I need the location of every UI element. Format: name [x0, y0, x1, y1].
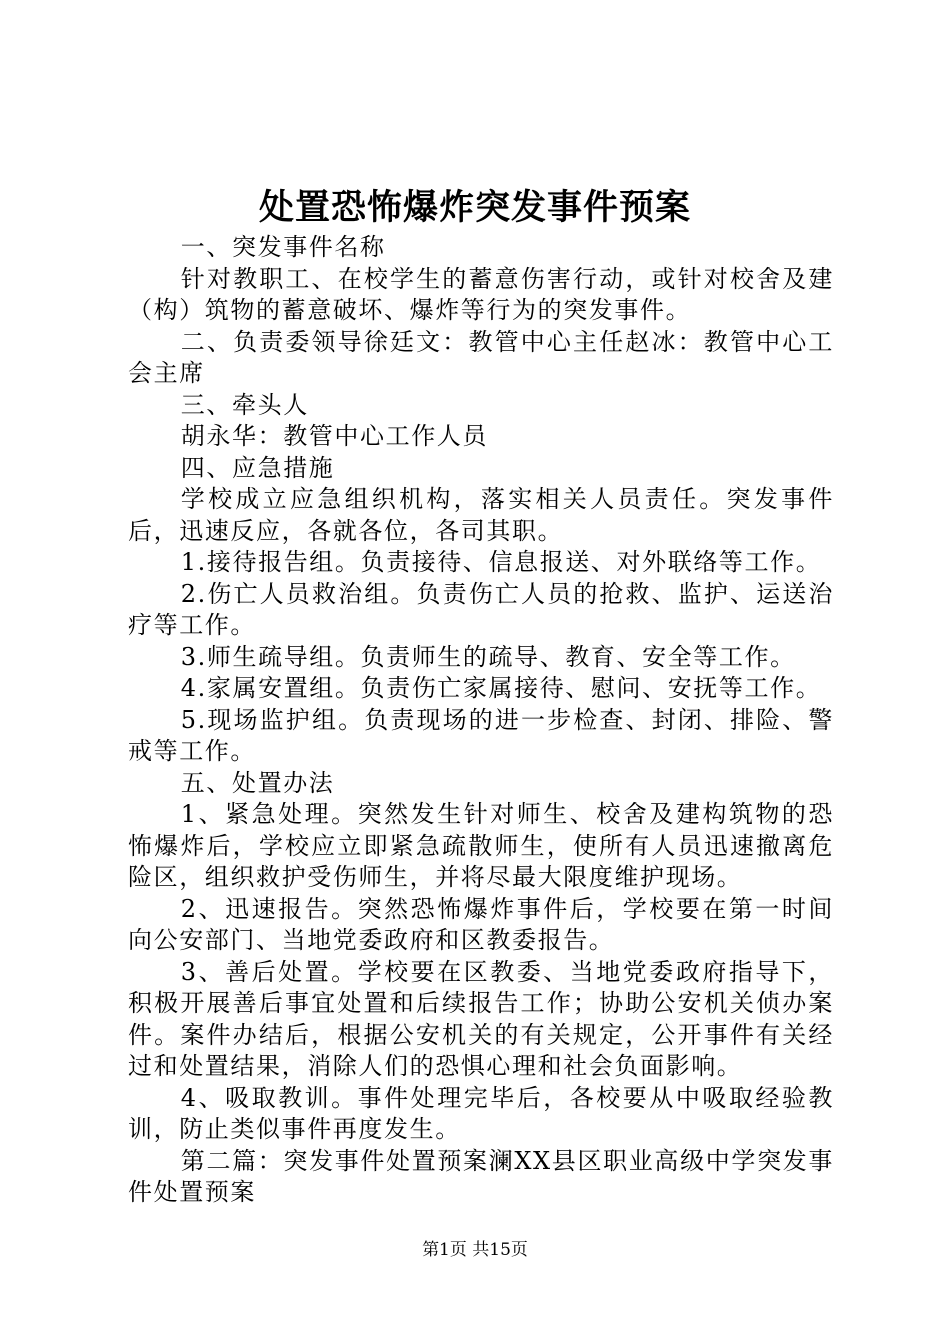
paragraph-event-description: 针对教职工、在校学生的蓄意伤害行动，或针对校舍及建（构）筑物的蓄意破坏、爆炸等行为的突发事件。 — [128, 264, 834, 324]
heading-section-4: 四、应急措施 — [180, 453, 335, 482]
paragraph-quick-report: 2、迅速报告。突然恐怖爆炸事件后，学校要在第一时间向公安部门、当地党委政府和区教委报告。 — [128, 894, 834, 954]
document-body — [128, 232, 834, 1209]
list-item-rescue-group: 2.伤亡人员救治组。负责伤亡人员的抢救、监护、运送治疗等工作。 — [128, 579, 834, 639]
page-number-footer: 第1页 共15页 — [422, 1240, 528, 1260]
list-item-guidance-group: 3.师生疏导组。负责师生的疏导、教育、安全等工作。 — [180, 642, 796, 671]
heading-section-3: 三、牵头人 — [180, 390, 309, 419]
list-item-site-group: 5.现场监护组。负责现场的进一步检查、封闭、排险、警戒等工作。 — [128, 705, 834, 765]
paragraph-second-article: 第二篇：突发事件处置预案澜XX县区职业高级中学突发事件处置预案 — [128, 1146, 834, 1206]
paragraph-emergency-org: 学校成立应急组织机构，落实相关人员责任。突发事件后，迅速反应，各就各位，各司其职。 — [128, 485, 834, 545]
paragraph-emergency-handling: 1、紧急处理。突然发生针对师生、校舍及建构筑物的恐怖爆炸后，学校应立即紧急疏散师生，使所有人员迅速撤离危险区，组织救护受伤师生，并将尽最大限度维护现场。 — [128, 800, 834, 891]
heading-section-2-leaders: 二、负责委领导徐廷文：教管中心主任赵冰：教管中心工会主席 — [128, 327, 834, 387]
heading-section-5: 五、处置办法 — [180, 768, 335, 797]
paragraph-lead-person: 胡永华：教管中心工作人员 — [180, 422, 488, 450]
document-title: 处置恐怖爆炸突发事件预案 — [258, 187, 691, 228]
paragraph-lessons: 4、吸取教训。事件处理完毕后，各校要从中吸取经验教训，防止类似事件再度发生。 — [128, 1083, 834, 1143]
paragraph-aftermath: 3、善后处置。学校要在区教委、当地党委政府指导下，积极开展善后事宜处置和后续报告工作；协助公安机关侦办案件。案件办结后，根据公安机关的有关规定，公开事件有关经过和处置结果，消除人们的恐惧心理和社会负面影响。 — [128, 957, 834, 1080]
heading-section-1: 一、突发事件名称 — [180, 233, 386, 261]
list-item-family-group: 4.家属安置组。负责伤亡家属接待、慰问、安抚等工作。 — [180, 674, 822, 702]
list-item-reception-group: 1.接待报告组。负责接待、信息报送、对外联络等工作。 — [180, 548, 822, 576]
